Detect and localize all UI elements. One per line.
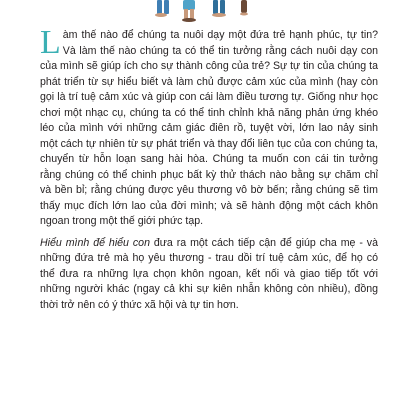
figure-right-leg-1 — [213, 0, 218, 14]
family-figures-icon — [0, 0, 400, 24]
paragraph-1-text: àm thế nào để chúng ta nuôi dạy một đứa trẻ hạnh phúc, tự tin? Và làm thế nào chúng ta có thể tin tưởng rằng cách nuôi dạy con của mình sẽ giúp ích cho sự thành công của trẻ? Sự tự tin của chúng ta phát triển từ sự hiểu biết và làm chủ được cảm xúc của mình (hay còn gọi là trí tuệ cảm xúc và giúp con cái làm điều tương tự. Giống như học chơi một nhạc cụ, chúng ta có thể tinh chỉnh khả năng phản ứng khéo léo của mình với những cảm giác điên rồ, tuyệt vời, lớn lao nảy sinh một cách tự nhiên từ sự phát triển và thay đổi liên tục của con chúng ta, chuyển từ hỗn loạn sang hài hòa. Chúng ta muốn con cái tin tưởng rằng chúng có thể chinh phục bất kỳ thử thách nào bằng sự chăm chỉ và bền bỉ; rằng chúng được yêu thương vô bờ bến; rằng chúng sẽ tìm thấy mục đích lớn lao của đời mình; và sẽ hành động một cách khôn ngoan trong một thế giới phức tạp. — [40, 29, 378, 227]
figure-left-foot — [155, 13, 167, 17]
family-illustration — [0, 0, 400, 24]
body-text — [40, 24, 378, 319]
paragraph-1 — [40, 24, 378, 230]
figure-left-leg-1 — [157, 0, 162, 14]
figure-child-body — [183, 0, 195, 10]
figure-far-right — [241, 0, 247, 13]
book-title: Hiểu mình để hiểu con — [40, 236, 150, 249]
paragraph-2 — [40, 236, 378, 314]
drop-cap: L — [40, 24, 61, 61]
figure-far-right-foot — [240, 13, 248, 16]
figure-child-leg-1 — [184, 9, 188, 19]
figure-left-leg-2 — [164, 0, 169, 14]
paragraph-2-text: đưa ra một cách tiếp cận để giúp cha mẹ - và những đứa trẻ mà họ yêu thương - trau dồi trí tuệ cảm xúc, để họ có thể đưa ra những lựa chọn khôn ngoan, kết nối và giao tiếp tốt với những người khác (ngay cả khi sự kiên nhẫn không còn nhiều), đồng thời trở nên có ý thức xã hội và tự tin hơn. — [40, 236, 378, 311]
figure-right-foot — [212, 13, 226, 17]
figure-right-leg-2 — [220, 0, 225, 14]
figure-child-feet — [182, 18, 196, 22]
figure-child-leg-2 — [190, 9, 194, 19]
